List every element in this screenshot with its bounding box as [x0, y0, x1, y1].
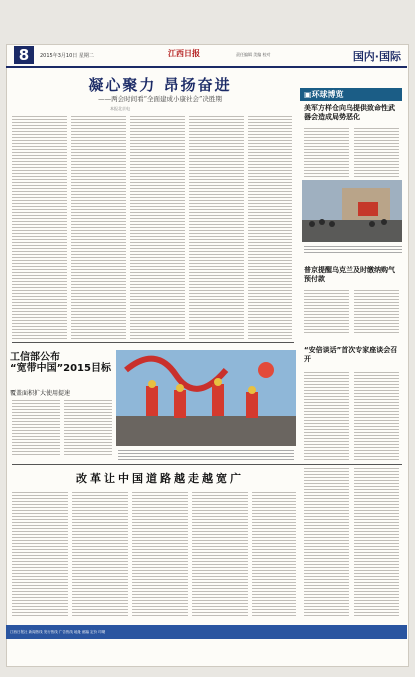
- dragon-dance-caption: [118, 448, 294, 460]
- lead-headline: 凝心聚力 昂扬奋进: [88, 76, 232, 94]
- sidebar-text-4: [354, 288, 399, 334]
- broadband-headline: [10, 352, 111, 374]
- sidebar-photo-image: [302, 180, 402, 242]
- lead-subhead: ——两会时间看“全面建成小康社会”决胜期: [98, 95, 222, 103]
- page-number: 8: [14, 46, 34, 64]
- sidebar-headline-3: “安倍谈话”首次专家座谈会召开: [304, 346, 398, 363]
- dragon-dance-image: [116, 350, 296, 446]
- footer-bar: 江西日报社 新闻热线 发行热线 广告热线 地址 邮编 定价 印刷: [6, 625, 407, 639]
- divider: [12, 342, 294, 343]
- sidebar-text-3: [304, 288, 349, 334]
- paper-logo: 江西日报: [168, 48, 200, 58]
- reform-column-3: [132, 490, 188, 618]
- lead-column-3: [130, 114, 185, 340]
- dragon-dance-photo: [116, 350, 296, 446]
- sidebar-photo-caption: [304, 244, 402, 254]
- lead-column-4: [189, 114, 244, 340]
- masthead: [6, 44, 407, 68]
- masthead-rule: [6, 66, 407, 68]
- reform-column-6: [304, 466, 349, 618]
- reform-column-7: [354, 466, 399, 618]
- lead-byline: 本报北京电: [110, 106, 130, 111]
- reform-column-4: [192, 490, 248, 618]
- sidebar-banner-label: 环球博览: [311, 90, 344, 99]
- sidebar-headline-2: 普京提醒乌克兰及时缴纳购气预付款: [304, 266, 395, 283]
- broadband-subhead: 覆盖面积扩大使用提速: [10, 390, 71, 397]
- lead-column-2: [71, 114, 126, 340]
- sidebar-text-5: [304, 370, 349, 460]
- sidebar-headline-1: 美军方样仓向乌提供致命性武器会造成局势恶化: [304, 104, 395, 121]
- reform-column-5: [252, 490, 296, 618]
- sidebar-text-2: [354, 126, 399, 178]
- broadband-column-1: [12, 398, 60, 456]
- sidebar-text-1: [304, 126, 349, 178]
- divider-bottom: [12, 464, 402, 465]
- sidebar-text-6: [354, 370, 399, 460]
- editor-meta: 责任编辑 美编 校对: [236, 52, 271, 57]
- broadband-headline-line2: “宽带中国”2015目标: [10, 363, 111, 374]
- sidebar-photo: [302, 180, 402, 242]
- square-icon: ▣: [304, 90, 312, 99]
- broadband-column-2: [64, 398, 112, 456]
- issue-date: 2015年3月10日 星期二: [40, 53, 94, 59]
- section-title: 国内·国际: [352, 50, 401, 63]
- sidebar-banner: [300, 88, 402, 101]
- reform-column-2: [72, 490, 128, 618]
- broadband-headline-line1: 工信部公布: [10, 352, 60, 363]
- reform-column-1: [12, 490, 68, 618]
- lead-column-1: [12, 114, 67, 340]
- reform-headline: 改革让中国道路越走越宽广: [76, 472, 244, 485]
- lead-column-5: [248, 114, 292, 340]
